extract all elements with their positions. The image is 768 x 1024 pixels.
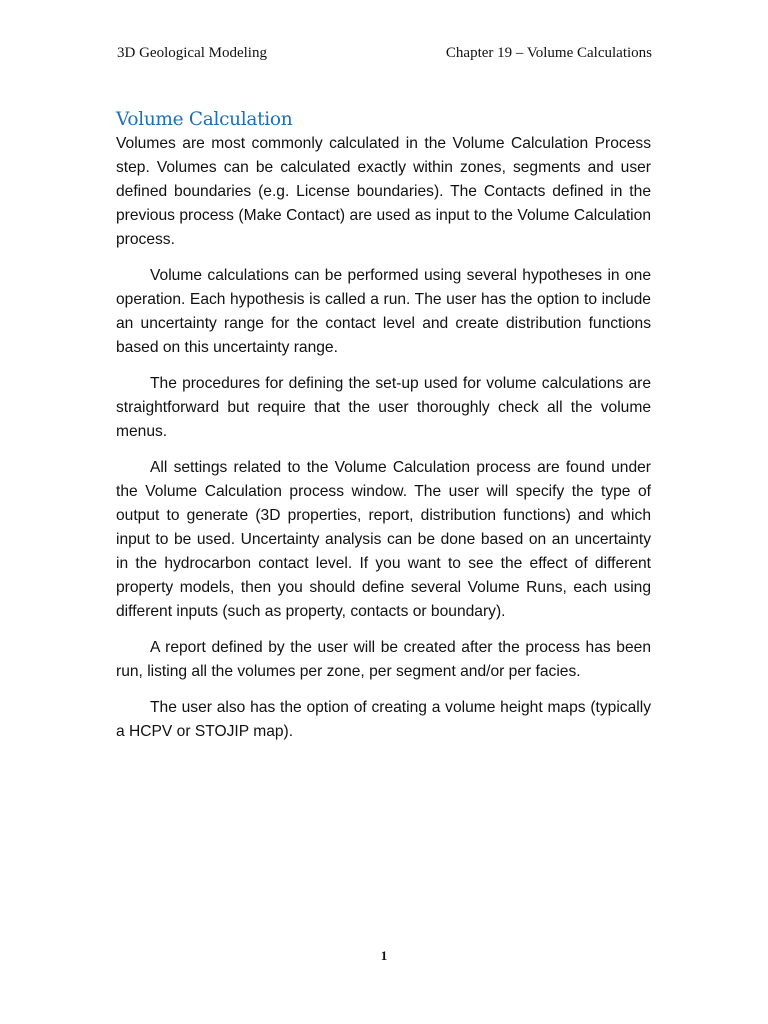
paragraph-3: The procedures for defining the set-up used for volume calculations are straightforward but require that the user thoroughly check all the volume menus.	[116, 375, 651, 440]
body-text	[116, 132, 651, 756]
section-heading: Volume Calculation	[116, 109, 293, 130]
paragraph-6: The user also has the option of creating a volume height maps (typically a HCPV or STOJIP map).	[116, 699, 651, 740]
paragraph-4: All settings related to the Volume Calculation process are found under the Volume Calculation process window. The user will specify the type of output to generate (3D properties, report, distribution functions) and which input to be used. Uncertainty analysis can be done based on an uncertainty in the hydrocarbon contact level. If you want to see the effect of different property models, then you should define several Volume Runs, each using different inputs (such as property, contacts or boundary).	[116, 459, 651, 620]
running-header	[117, 42, 652, 64]
book-title: 3D Geological Modeling	[117, 45, 267, 61]
paragraph-5: A report defined by the user will be created after the process has been run, listing all the volumes per zone, per segment and/or per facies.	[116, 639, 651, 680]
paragraph-1: Volumes are most commonly calculated in the Volume Calculation Process step. Volumes can be calculated exactly within zones, segments and user defined boundaries (e.g. License boundaries). The Contacts defined in the previous process (Make Contact) are used as input to the Volume Calculation process.	[116, 135, 651, 248]
paragraph-2: Volume calculations can be performed using several hypotheses in one operation. Each hypothesis is called a run. The user has the option to include an uncertainty range for the contact level and create distribution functions based on this uncertainty range.	[116, 267, 651, 356]
page-number: 1	[380, 948, 388, 963]
chapter-title: Chapter 19 – Volume Calculations	[445, 45, 652, 61]
